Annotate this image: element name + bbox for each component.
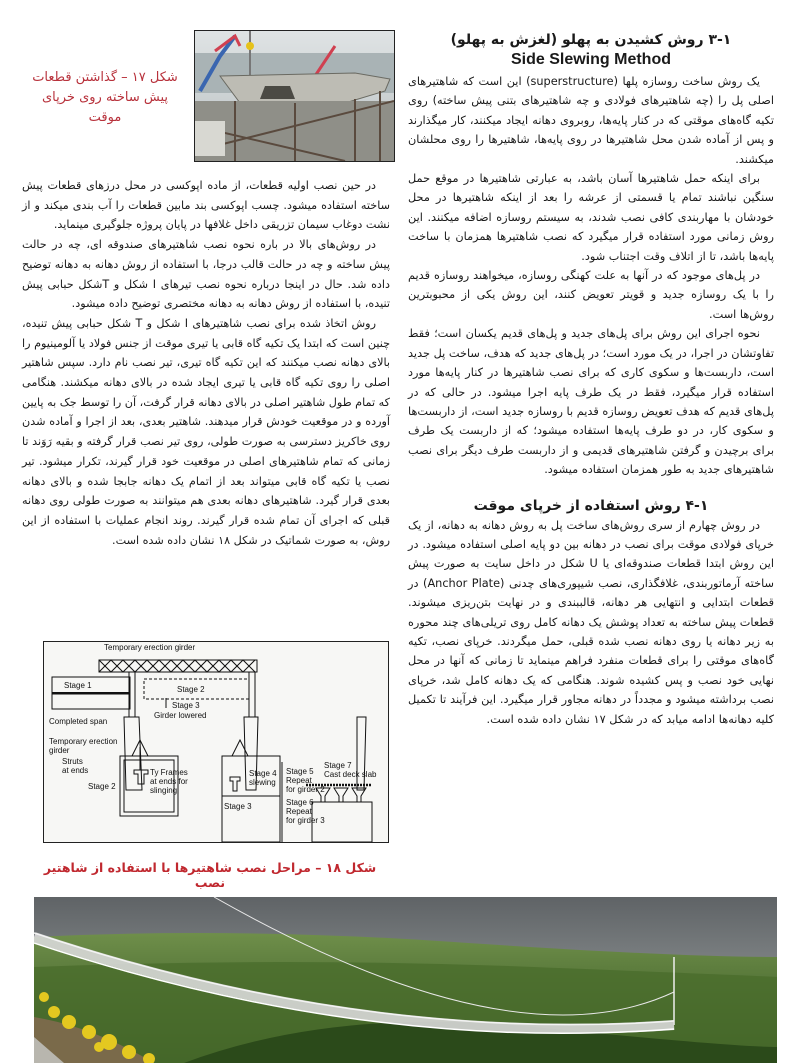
bridge-landscape-image — [34, 897, 777, 1063]
label: Stage 3 — [224, 802, 252, 811]
label: Temporary erection — [49, 737, 118, 746]
label: girder — [49, 746, 70, 755]
label: Stage 7 — [324, 761, 352, 770]
paragraph: برای اینکه حمل شاهتیرها آسان باشد، به عبارتی شاهتیرها در موقع حمل سنگین نباشند تمام یا قسمتی از عرشه را بعد از اینکه شاهتیرها در محل خودشان با مهاربندی کافی نصب شدند، به سیستم روسازه اضافه میکنند. این روش زمانی مورد استفاده قرار میگیرد که نصب شاهتیرها همزمان با ساخت پایه‌ها باشد، تا از اتلاف وقت اجتناب شود. — [408, 172, 774, 263]
label: Stage 2 — [177, 685, 205, 694]
paragraph: در پل‌های موجود که در آنها به علت کهنگی روسازه، میخواهند روسازه قدیم را با یک روسازه جدید و قویتر تعویض کنند، این روش یکی از محبوبترین روش‌ها است. — [408, 269, 774, 321]
figure-18-diagram — [43, 641, 389, 843]
paragraph: یک روش ساخت روسازه پلها (superstructure) این است که شاهتیرهای اصلی پل را (چه شاهتیرهای فولادی و چه شاهتیرهای بتنی پیش ساخته) روی تکیه گاه‌های موقتی که در کنار پایه‌ها، روبروی دهانه ایجاد میکنند، کار میگذارند و پس از آماده شدن محل شاهتیرها در روی پایه‌ها، شاهتیرها را روی محلشان میکشند. — [408, 75, 774, 166]
label: Stage 4 — [249, 769, 277, 778]
label: Stage 1 — [64, 681, 92, 690]
label: slewing — [249, 778, 276, 787]
label: Temporary erection girder — [104, 643, 196, 652]
paragraph: در روش‌های بالا در باره نحوه نصب شاهتیرهای صندوقه ای، چه در حالت پیش ساخته و چه در حالت قالب درجا، با استفاده از روش دهانه به دهانه توضیح داده شد. حال در اینجا درباره نحوه نصب تیرهای I شکل و Tشکل حبابی پیش تنیده، با استفاده از روش دهانه به دهانه مختصری توضیح داده میشود. — [22, 238, 391, 311]
left-column — [22, 176, 390, 550]
label: at ends for — [150, 777, 188, 786]
paragraph: در روش چهارم از سری روش‌های ساخت پل به روش دهانه به دهانه، از یک خرپای فولادی موقت برای نصب در دهانه بین دو پایه اصلی استفاده میشود. در این روش ابتدا قطعات صندوقه‌ای یا U شکل در داخل سایت به صورت پیش ساخته آرماتوربندی، غلافگذاری، نصب شیپوری‌های چدنی (Anchor Plate) در قطعات ابتدایی و انتهایی هر دهانه، قالببندی و در نهایت بتن‌ریزی میشوند. قطعات پیش ساخته به تعداد پوشش یک دهانه کامل روی تریلی‌های چند محوره به زیر دهانه یا روی دهانه نصب شده قبلی، حمل میگردند. خرپای نصب، تکیه گاه‌های موقتی را برای قطعات منفرد فراهم مینماید تا زمانی که آنها در محل نهایی خود نصب و پس کشیده شوند. هنگامی که یک دهانه کامل شد، خرپای نصب برداشته میشود و مجدداً در دهانه مجاور قرار میگیرد. این فرآیند تا تکمیل کلیه دهانه‌ها ادامه میابد که در شکل ۱۷ نشان داده شده است. — [408, 518, 774, 726]
label: Stage 6 — [286, 798, 314, 807]
section-4-1-title: ۴-۱ روش استفاده از خرپای موقت — [473, 497, 709, 514]
label: for girder 3 — [286, 816, 325, 825]
label: slinging — [150, 786, 178, 795]
label: Stage 5 — [286, 767, 314, 776]
label: for girder 2 — [286, 785, 325, 794]
label: Girder lowered — [154, 711, 207, 720]
label: Ty Frames — [150, 768, 188, 777]
figure-17-photo — [194, 30, 395, 162]
label: Cast deck slab — [324, 770, 377, 779]
figure-18-caption: شکل ۱۸ – مراحل نصب شاهتیرها با استفاده از شاهتیر نصب — [43, 860, 377, 890]
right-column — [408, 30, 774, 729]
label: Struts — [62, 757, 83, 766]
paragraph: نحوه اجرای این روش برای پل‌های جدید و پل‌های قدیم یکسان است؛ فقط تفاوتشان در اجرا، در یک مورد است؛ در پل‌های جدید که هدف، ساخت پل جدید است، داربست‌ها و سکوی کاری که برای نصب شاهتیرها در کنار پایه‌ها مورد استفاده قرار میگیرد، فقط در یک طرف پایه اجرا میشود. در حالی که در پل‌های قدیم که هدف تعویض روسازه قدیم با روسازه جدید است، از داربست‌ها و سکوی کار، در دو طرف پایه‌ها استفاده میشود؛ که از داربست یک طرف برای برچیدن و گرفتن شاهتیرهای قدیمی و از داربست طرف دیگر برای نصب شاهتیرهای جدید به طور همزمان استفاده میشود. — [408, 327, 774, 477]
section-3-1-title: ۳-۱ روش کشیدن به پهلو (لغزش به پهلو) — [450, 32, 732, 48]
bridge-construction-image — [195, 31, 394, 161]
label: Repeat — [286, 807, 312, 816]
label: Repeat — [286, 776, 312, 785]
label: Completed span — [49, 717, 108, 726]
girder-erection-stages-diagram — [44, 642, 388, 842]
label: Stage 2 — [88, 782, 116, 791]
figure-17-caption: شکل ۱۷ – گذاشتن قطعات پیش ساخته روی خرپای موقت — [32, 70, 178, 125]
paragraph: در حین نصب اولیه قطعات، از ماده اپوکسی در محل درزهای قطعات پیش ساخته استفاده میشود. چسب اپوکسی بند مابین قطعات را آب بندی میکند و از نشت دوغاب سیمان تزریقی داخل غلافها در پایان پروژه جلوگیری مینماید. — [22, 179, 390, 232]
section-3-1-title-en: Side Slewing Method — [510, 51, 671, 68]
suspension-bridge-photo — [34, 897, 777, 1063]
paragraph: روش اتخاذ شده برای نصب شاهتیرهای I شکل و T شکل حبابی پیش تنیده، چنین است که ابتدا یک تکیه گاه قابی یا تیری موقت از جنس فولاد یا آلومینیوم را بالای دهانه نصب میکنند که این تکیه گاه تیری، تیر نصب نام دارد. سپس شاهتیر اصلی را روی تکیه گاه قابی یا تیری ایجاد شده در بالای دهانه میکشند. هنگامی که تمام طول شاهتیر اصلی در بالای دهانه قرار گرفت، آن را توسط جک به پایین آورده و در موقعیت خودش قرار میدهند. شاهتیر بعدی، بعد از اجرا و آماده شدن روی خاکریز دسترسی به صورت طولی، روی تیر نصب قرار گرفته و بقیه رَوَند تا زمانی که تمام شاهتیرهای اصلی در موقعیت خود قرار گیرند، تکرار میشود. تیر نصب یا تکیه گاه قابی میتواند بعد از اتمام یک دهانه جابجا شده و بالای دهانه بعدی قرار گیرد. شاهتیرهای دهانه بعدی هم میتوانند به صورت طولی روی دهانه قبلی که اجرای آن تمام شده قرار گیرند. روند انجام عملیات با استفاده از این روش، به صورت شماتیک در شکل ۱۸ نشان داده شده است. — [22, 316, 390, 547]
label: Stage 3 — [172, 701, 200, 710]
label: at ends — [62, 766, 89, 775]
